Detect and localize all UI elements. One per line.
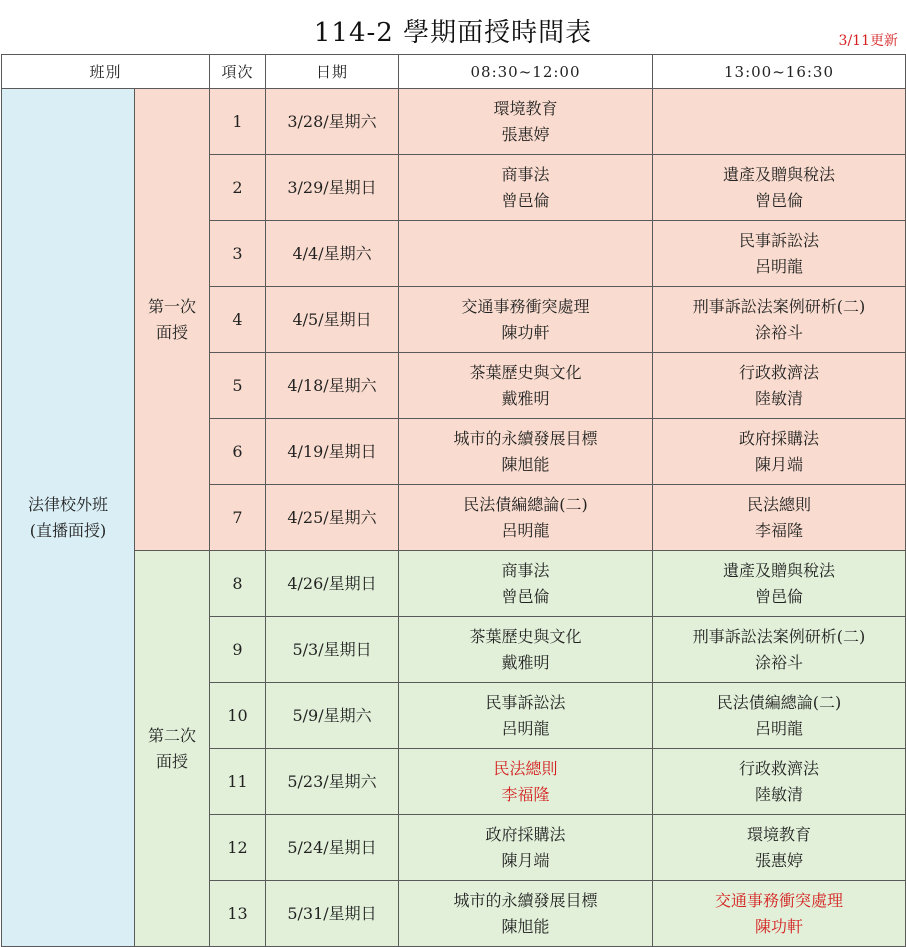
teacher-name: 張惠婷 [501,124,550,144]
teacher-name: 陸敏清 [755,784,804,804]
teacher-name: 張惠婷 [755,850,804,870]
teacher-name: 呂明龍 [755,718,804,738]
page-title: 114-2 學期面授時間表 [313,18,593,48]
item-number: 6 [210,419,266,485]
course-name: 政府採購法 [485,824,566,844]
morning-session [399,287,653,353]
afternoon-session [653,749,906,815]
teacher-name: 呂明龍 [755,256,804,276]
morning-session [399,221,653,287]
item-number: 8 [210,551,266,617]
course-name: 商事法 [501,164,550,184]
item-number: 1 [210,89,266,155]
morning-session [399,353,653,419]
course-name: 民法債編總論(二) [463,494,588,514]
afternoon-session [653,881,906,947]
course-name: 交通事務衝突處理 [461,296,590,316]
course-name: 刑事訴訟法案例研析(二) [692,626,866,646]
title-bar [0,0,906,54]
course-name: 茶葉歷史與文化 [469,362,582,382]
header-class: 班別 [2,55,210,89]
item-number: 9 [210,617,266,683]
morning-session [399,749,653,815]
teacher-name: 陳旭能 [501,916,550,936]
morning-session [399,419,653,485]
course-name: 遺產及贈與稅法 [723,560,836,580]
course-name: 茶葉歷史與文化 [469,626,582,646]
update-note: 3/11更新 [838,33,898,49]
afternoon-session [653,551,906,617]
date-cell: 3/29/星期日 [266,155,399,221]
teacher-name: 陳旭能 [501,454,550,474]
teacher-name: 陳月端 [501,850,550,870]
phase-2-line2: 面授 [156,751,189,771]
course-name: 城市的永續發展目標 [453,890,598,910]
header-date: 日期 [266,55,399,89]
date-cell: 3/28/星期六 [266,89,399,155]
morning-session [399,683,653,749]
item-number: 11 [210,749,266,815]
course-name: 刑事訴訟法案例研析(二) [692,296,866,316]
teacher-name: 陳月端 [755,454,804,474]
header-item: 項次 [210,55,266,89]
teacher-name: 呂明龍 [501,718,550,738]
afternoon-session [653,617,906,683]
date-cell: 5/31/星期日 [266,881,399,947]
phase-2-line1: 第二次 [148,725,197,745]
teacher-name: 呂明龍 [501,520,550,540]
afternoon-session [653,815,906,881]
item-number: 3 [210,221,266,287]
course-name: 環境教育 [493,98,558,118]
morning-session [399,881,653,947]
class-name-cell [2,89,135,947]
course-name: 民事訴訟法 [739,230,820,250]
course-name: 商事法 [501,560,550,580]
class-name-line2: (直播面授) [29,520,107,540]
item-number: 10 [210,683,266,749]
teacher-name: 曾邑倫 [755,586,804,606]
teacher-name: 陳功軒 [501,322,550,342]
date-cell: 5/24/星期日 [266,815,399,881]
course-name: 行政救濟法 [739,362,820,382]
item-number: 12 [210,815,266,881]
teacher-name: 陸敏清 [755,388,804,408]
header-row [2,55,906,89]
header-morning: 08:30~12:00 [399,55,653,89]
afternoon-session [653,419,906,485]
phase-2-cell [135,551,210,947]
course-name: 民事訴訟法 [485,692,566,712]
morning-session [399,551,653,617]
course-name: 民法債編總論(二) [716,692,842,712]
afternoon-session [653,683,906,749]
afternoon-session [653,287,906,353]
teacher-name: 涂裕斗 [755,322,804,342]
teacher-name: 曾邑倫 [501,190,550,210]
teacher-name: 李福隆 [755,520,804,540]
class-name-line1: 法律校外班 [27,494,108,514]
morning-session [399,89,653,155]
morning-session [399,617,653,683]
item-number: 7 [210,485,266,551]
phase-1-line2: 面授 [156,322,189,342]
course-name: 民法總則 [747,494,812,514]
date-cell: 4/18/星期六 [266,353,399,419]
phase-1-cell [135,89,210,551]
phase-1-line1: 第一次 [148,296,197,316]
course-name: 城市的永續發展目標 [453,428,598,448]
item-number: 5 [210,353,266,419]
course-name: 政府採購法 [739,428,820,448]
schedule-table [1,54,906,947]
item-number: 4 [210,287,266,353]
morning-session [399,815,653,881]
date-cell: 5/9/星期六 [266,683,399,749]
date-cell: 5/3/星期日 [266,617,399,683]
course-name: 行政救濟法 [739,758,820,778]
item-number: 13 [210,881,266,947]
afternoon-session [653,155,906,221]
date-cell: 4/4/星期六 [266,221,399,287]
teacher-name: 涂裕斗 [755,652,804,672]
teacher-name: 曾邑倫 [755,190,804,210]
table-row [2,551,906,617]
afternoon-session [653,89,906,155]
date-cell: 4/25/星期六 [266,485,399,551]
teacher-name: 李福隆 [501,784,550,804]
date-cell: 5/23/星期六 [266,749,399,815]
teacher-name: 戴雅明 [501,652,550,672]
afternoon-session [653,221,906,287]
teacher-name: 曾邑倫 [501,586,550,606]
date-cell: 4/5/星期日 [266,287,399,353]
afternoon-session [653,485,906,551]
course-name: 遺產及贈與稅法 [723,164,836,184]
morning-session [399,485,653,551]
morning-session [399,155,653,221]
teacher-name: 戴雅明 [501,388,550,408]
header-afternoon: 13:00~16:30 [653,55,906,89]
course-name: 交通事務衝突處理 [715,890,844,910]
course-name: 環境教育 [747,824,812,844]
date-cell: 4/19/星期日 [266,419,399,485]
afternoon-session [653,353,906,419]
course-name: 民法總則 [493,758,558,778]
date-cell: 4/26/星期日 [266,551,399,617]
teacher-name: 陳功軒 [755,916,804,936]
table-row [2,89,906,155]
item-number: 2 [210,155,266,221]
